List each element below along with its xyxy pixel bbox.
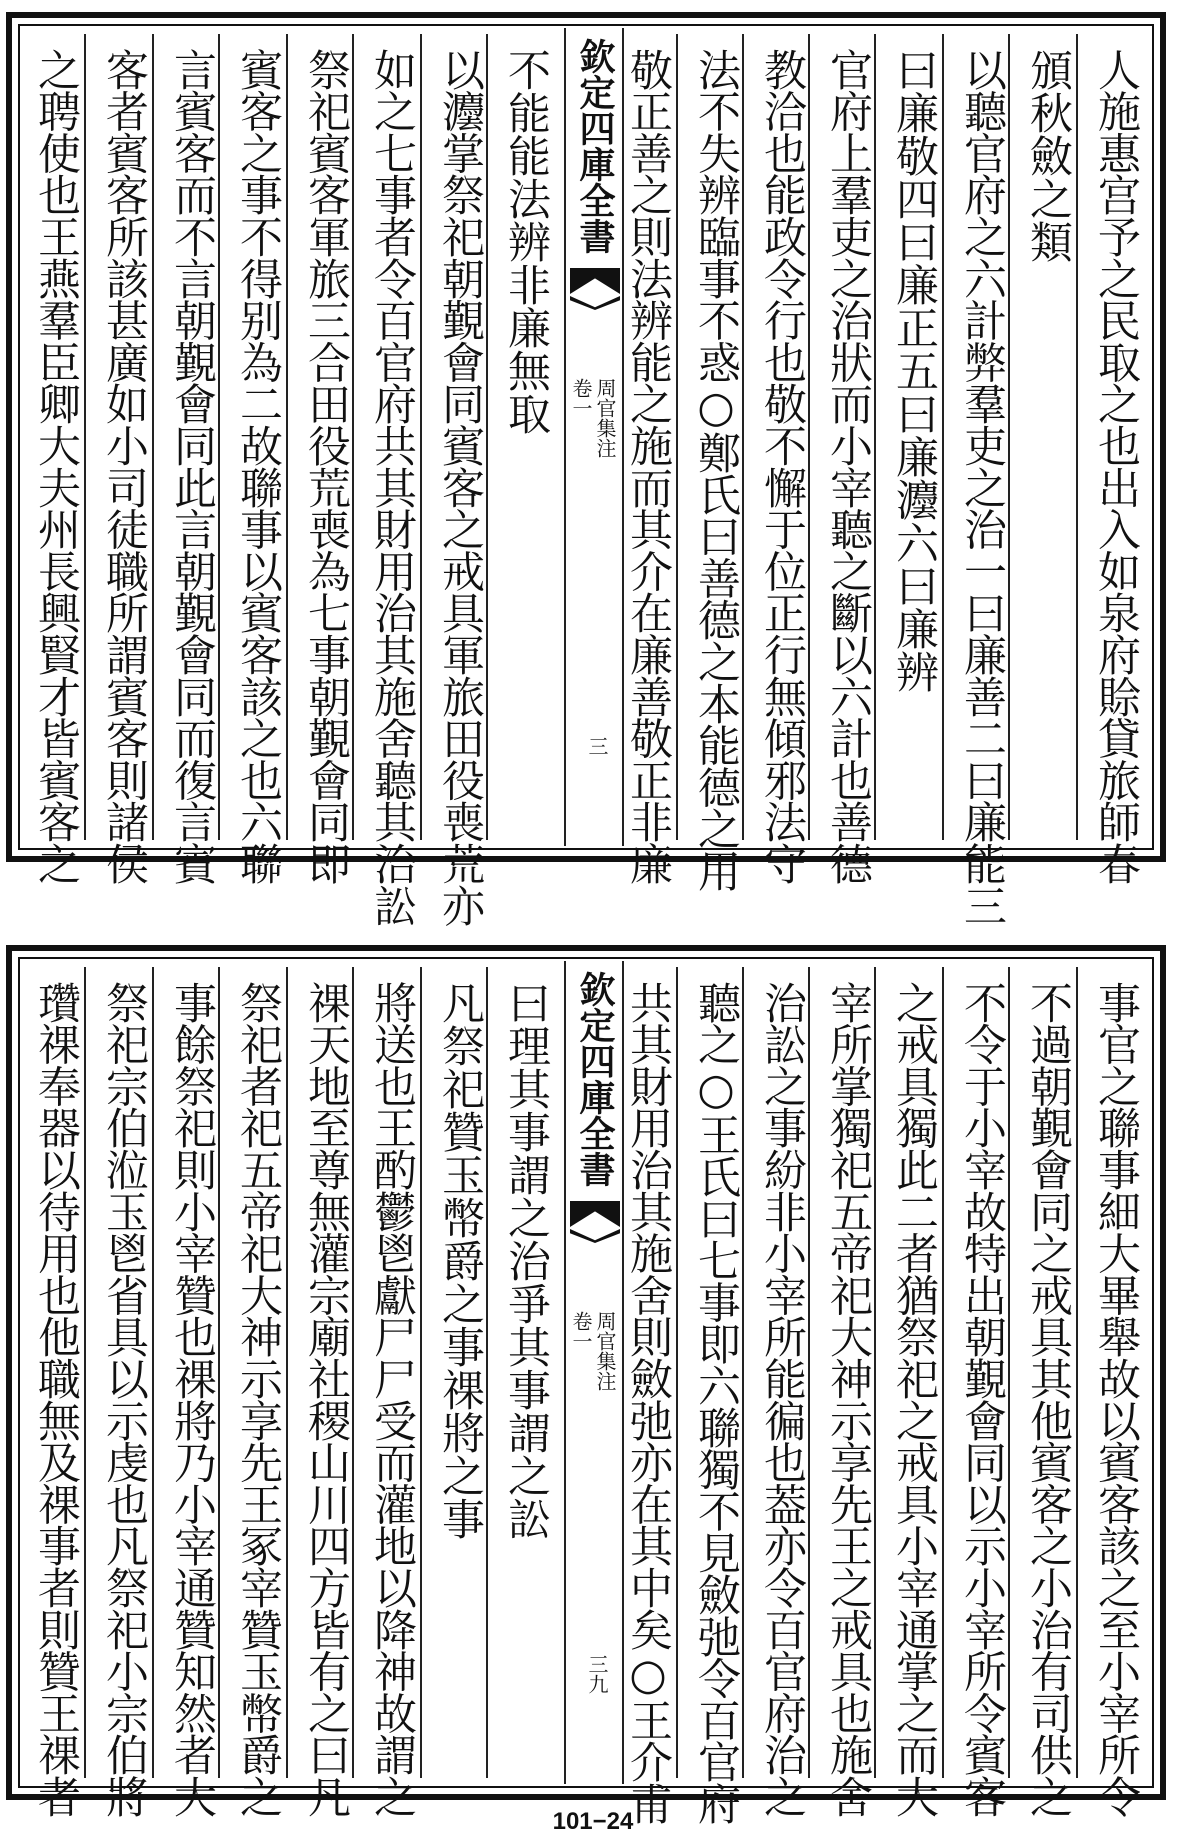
fish-tail-ornament-icon bbox=[570, 1201, 620, 1227]
folio-number: 三 bbox=[585, 736, 609, 756]
text-column: 瓚祼奉器以待用也他職無及祼事者則贊王祼者 bbox=[31, 981, 81, 1818]
fish-tail-ornament-icon bbox=[570, 268, 620, 294]
text-column: 祭祀宗伯涖玉鬯省具以示虔也凡祭祀小宗伯將 bbox=[99, 981, 149, 1818]
fish-tail-ornament-lower-icon bbox=[570, 296, 620, 310]
page-code: 101−24 bbox=[552, 1808, 634, 1835]
text-column: 賓客之事不得别為二故聯事以賓客該之也六聯 bbox=[233, 48, 283, 885]
text-column: 敬正善之則法辨能之施而其介在廉善敬正非廉 bbox=[623, 48, 673, 885]
text-column: 不過朝覲會同之戒具其他賓客之小治有司供之 bbox=[1023, 981, 1073, 1818]
text-column: 宰所掌獨祀五帝祀大神示享先王之戒具也施舍 bbox=[823, 981, 873, 1818]
text-column: 曰廉敬四曰廉正五曰廉灋六曰廉辨 bbox=[889, 48, 939, 693]
juan-label: 卷一 bbox=[569, 1311, 593, 1351]
text-column: 之戒具獨此二者猶祭祀之戒具小宰通掌之而大 bbox=[889, 981, 939, 1818]
center-spine bbox=[564, 961, 624, 1784]
text-column: 祼天地至尊無灌宗廟社稷山川四方皆有之曰凡 bbox=[301, 981, 351, 1818]
text-column: 教洽也能政令行也敬不懈于位正行無傾邪法守 bbox=[757, 48, 807, 885]
text-column: 之聘使也王燕羣臣卿大夫州長興賢才皆賓客之 bbox=[31, 48, 81, 885]
book-title: 欽定四庫全書 bbox=[574, 971, 616, 1187]
text-column: 如之七事者令百官府共其財用治其施舍聽其治訟 bbox=[367, 48, 417, 926]
text-column: 共其財用治其施舍則斂弛亦在其中矣○王介甫 bbox=[623, 981, 673, 1825]
text-column: 不能能法辨非廉無取 bbox=[501, 48, 551, 435]
text-column: 曰理其事謂之治爭其事謂之訟 bbox=[501, 981, 551, 1540]
book-title: 欽定四庫全書 bbox=[574, 38, 616, 254]
text-column: 凡祭祀贊玉幣爵之事祼將之事 bbox=[435, 981, 485, 1540]
text-column: 祭祀者祀五帝祀大神示享先王冢宰贊玉幣爵之 bbox=[233, 981, 283, 1818]
text-column: 治訟之事紛非小宰所能徧也葢亦令百官府治之 bbox=[757, 981, 807, 1818]
text-column: 不令于小宰故特出朝覲會同以示小宰所令賓客 bbox=[957, 981, 1007, 1818]
text-column: 祭祀賓客軍旅三合田役荒喪為七事朝覲會同即 bbox=[301, 48, 351, 885]
text-column: 人施惠宫予之民取之也出入如泉府賒貸旅師春 bbox=[1091, 48, 1141, 885]
text-column: 官府上羣吏之治狀而小宰聽之斷以六計也善德 bbox=[823, 48, 873, 885]
text-column: 事餘祭祀則小宰贊也祼將乃小宰通贊知然者大 bbox=[167, 981, 217, 1818]
text-column: 將送也王酌鬱鬯獻尸尸受而灌地以降神故謂之 bbox=[367, 981, 417, 1818]
text-column: 以聽官府之六計弊羣吏之治一曰廉善二曰廉能三 bbox=[957, 48, 1007, 926]
center-spine bbox=[564, 28, 624, 846]
text-column: 客者賓客所該甚廣如小司徒職所謂賓客則諸侯 bbox=[99, 48, 149, 885]
text-column: 聽之○王氏曰七事即六聯獨不見斂弛令百官府 bbox=[691, 981, 741, 1825]
section-title: 周官集注 bbox=[593, 378, 617, 458]
text-column: 言賓客而不言朝覲會同此言朝覲會同而復言賓 bbox=[167, 48, 217, 885]
text-column: 法不失辨臨事不惑○鄭氏曰善德之本能德之用 bbox=[691, 48, 741, 892]
folio-number: 三九 bbox=[585, 1654, 609, 1694]
text-column: 頒秋斂之類 bbox=[1023, 48, 1073, 263]
fish-tail-ornament-lower-icon bbox=[570, 1229, 620, 1243]
section-title: 周官集注 bbox=[593, 1311, 617, 1391]
juan-label: 卷一 bbox=[569, 378, 593, 418]
text-column: 事官之聯事細大畢舉故以賓客該之至小宰所令 bbox=[1091, 981, 1141, 1818]
page-panel-top bbox=[6, 12, 1166, 926]
text-column: 以灋掌祭祀朝覲會同賓客之戒具軍旅田役喪荒亦 bbox=[435, 48, 485, 926]
